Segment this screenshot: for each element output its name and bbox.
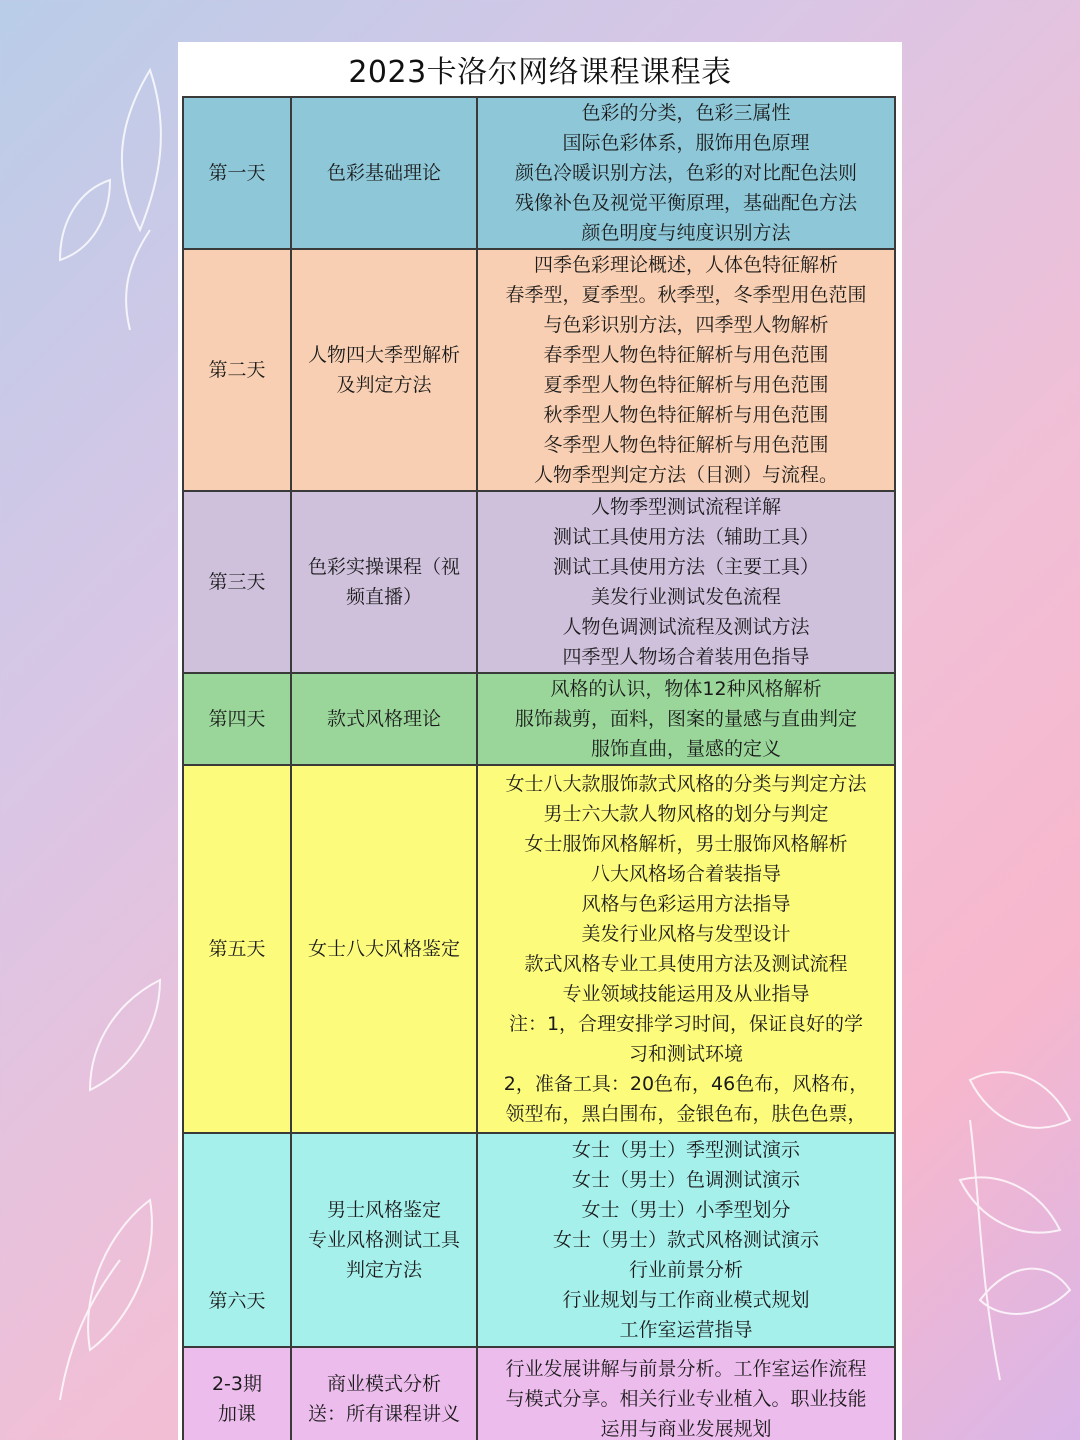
- content-cell: [477, 1133, 895, 1347]
- topic-line: 送：所有课程讲义: [307, 1403, 460, 1425]
- content-line: 春季型人物色特征解析与用色范围: [543, 344, 829, 366]
- content-line: 服饰直曲，量感的定义: [590, 738, 781, 760]
- topic-cell: [291, 97, 477, 249]
- topic-cell: [291, 765, 477, 1133]
- topic-line: 频直播）: [345, 586, 422, 608]
- content-line: 行业前景分析: [628, 1259, 743, 1281]
- flower-decoration-left: [0, 0, 180, 1440]
- day-label: 第一天: [208, 162, 266, 184]
- topic-cell: [291, 491, 477, 673]
- content-line: 行业规划与工作商业模式规划: [562, 1289, 810, 1311]
- content-line: 风格的认识，物体12种风格解析: [550, 678, 822, 700]
- content-line: 工作室运营指导: [619, 1319, 753, 1341]
- topic-line: 色彩实操课程（视: [307, 556, 460, 578]
- content-line: 款式风格专业工具使用方法及测试流程: [524, 953, 848, 975]
- content-line: 女士（男士）小季型划分: [581, 1199, 791, 1221]
- content-line: 色彩的分类，色彩三属性: [581, 102, 791, 124]
- schedule-row: [183, 249, 895, 491]
- content-line: 行业发展讲解与前景分析。工作室运作流程: [505, 1358, 867, 1380]
- content-line: 男士六大款人物风格的划分与判定: [543, 803, 829, 825]
- content-line: 四季色彩理论概述，人体色特征解析: [533, 254, 838, 276]
- topic-cell: [291, 673, 477, 765]
- schedule-row: [183, 491, 895, 673]
- schedule-row: [183, 97, 895, 249]
- content-line: 人物色调测试流程及测试方法: [562, 616, 810, 638]
- content-line: 残像补色及视觉平衡原理，基础配色方法: [514, 192, 857, 214]
- day-cell: [183, 765, 291, 1133]
- day-cell: [183, 1347, 291, 1440]
- content-line: 专业领域技能运用及从业指导: [562, 983, 810, 1005]
- content-line: 冬季型人物色特征解析与用色范围: [543, 434, 829, 456]
- content-line: 领型布，黑白围布，金银色布，肤色色票，: [505, 1103, 867, 1125]
- content-line: 春季型，夏季型。秋季型，冬季型用色范围: [505, 284, 867, 306]
- day-label: 第五天: [208, 938, 266, 960]
- content-cell: [477, 1347, 895, 1440]
- content-line: 秋季型人物色特征解析与用色范围: [543, 404, 829, 426]
- topic-line: 色彩基础理论: [326, 162, 441, 184]
- content-line: 习和测试环境: [628, 1043, 743, 1065]
- content-line: 国际色彩体系，服饰用色原理: [562, 132, 810, 154]
- topic-line: 男士风格鉴定: [326, 1199, 441, 1221]
- content-cell: [477, 765, 895, 1133]
- content-line: 女士服饰风格解析，男士服饰风格解析: [524, 833, 848, 855]
- content-cell: [477, 249, 895, 491]
- content-line: 颜色冷暖识别方法，色彩的对比配色法则: [514, 162, 857, 184]
- content-cell: [477, 673, 895, 765]
- schedule-row: [183, 1347, 895, 1440]
- content-line: 颜色明度与纯度识别方法: [581, 222, 791, 244]
- content-line: 与模式分享。相关行业专业植入。职业技能: [505, 1388, 867, 1410]
- day-cell: [183, 491, 291, 673]
- day-label: 加课: [217, 1403, 256, 1425]
- day-cell: [183, 249, 291, 491]
- content-line: 女士（男士）季型测试演示: [571, 1139, 800, 1161]
- topic-cell: [291, 1347, 477, 1440]
- topic-line: 女士八大风格鉴定: [307, 938, 460, 960]
- schedule-row: [183, 1133, 895, 1347]
- content-line: 风格与色彩运用方法指导: [581, 893, 791, 915]
- content-line: 夏季型人物色特征解析与用色范围: [543, 374, 829, 396]
- schedule-row: [183, 673, 895, 765]
- topic-cell: [291, 1133, 477, 1347]
- content-line: 人物季型测试流程详解: [590, 496, 781, 518]
- topic-line: 及判定方法: [336, 374, 432, 396]
- day-label: 第三天: [208, 571, 266, 593]
- topic-line: 款式风格理论: [326, 708, 441, 730]
- day-label: 第六天: [208, 1290, 266, 1312]
- course-schedule-table: [182, 96, 896, 1440]
- content-line: 八大风格场合着装指导: [590, 863, 781, 885]
- flower-decoration-right: [940, 0, 1080, 1440]
- day-label: 2-3期: [211, 1373, 263, 1395]
- day-cell: [183, 97, 291, 249]
- content-line: 美发行业风格与发型设计: [581, 923, 791, 945]
- content-line: 运用与商业发展规划: [600, 1418, 772, 1440]
- content-cell: [477, 491, 895, 673]
- day-label: 第四天: [208, 708, 266, 730]
- topic-line: 人物四大季型解析: [307, 344, 460, 366]
- topic-cell: [291, 249, 477, 491]
- content-line: 测试工具使用方法（主要工具）: [552, 556, 819, 578]
- content-line: 测试工具使用方法（辅助工具）: [552, 526, 819, 548]
- day-cell: [183, 1133, 291, 1347]
- content-line: 注：1，合理安排学习时间，保证良好的学: [508, 1013, 864, 1035]
- page-title: 2023卡洛尔网络课程课程表: [348, 55, 732, 90]
- day-cell: [183, 673, 291, 765]
- content-line: 服饰裁剪，面料，图案的量感与直曲判定: [514, 708, 857, 730]
- content-line: 四季型人物场合着装用色指导: [562, 646, 810, 668]
- content-line: 与色彩识别方法，四季型人物解析: [543, 314, 829, 336]
- schedule-row: [183, 765, 895, 1133]
- content-line: 2，准备工具：20色布，46色布，风格布，: [503, 1073, 869, 1095]
- content-cell: [477, 97, 895, 249]
- content-line: 女士八大款服饰款式风格的分类与判定方法: [505, 773, 867, 795]
- day-label: 第二天: [208, 359, 266, 381]
- topic-line: 专业风格测试工具: [307, 1229, 460, 1251]
- content-line: 女士（男士）款式风格测试演示: [552, 1229, 819, 1251]
- topic-line: 判定方法: [345, 1259, 422, 1281]
- content-line: 人物季型判定方法（目测）与流程。: [533, 464, 838, 486]
- content-line: 美发行业测试发色流程: [590, 586, 781, 608]
- content-line: 女士（男士）色调测试演示: [571, 1169, 800, 1191]
- topic-line: 商业模式分析: [326, 1373, 441, 1395]
